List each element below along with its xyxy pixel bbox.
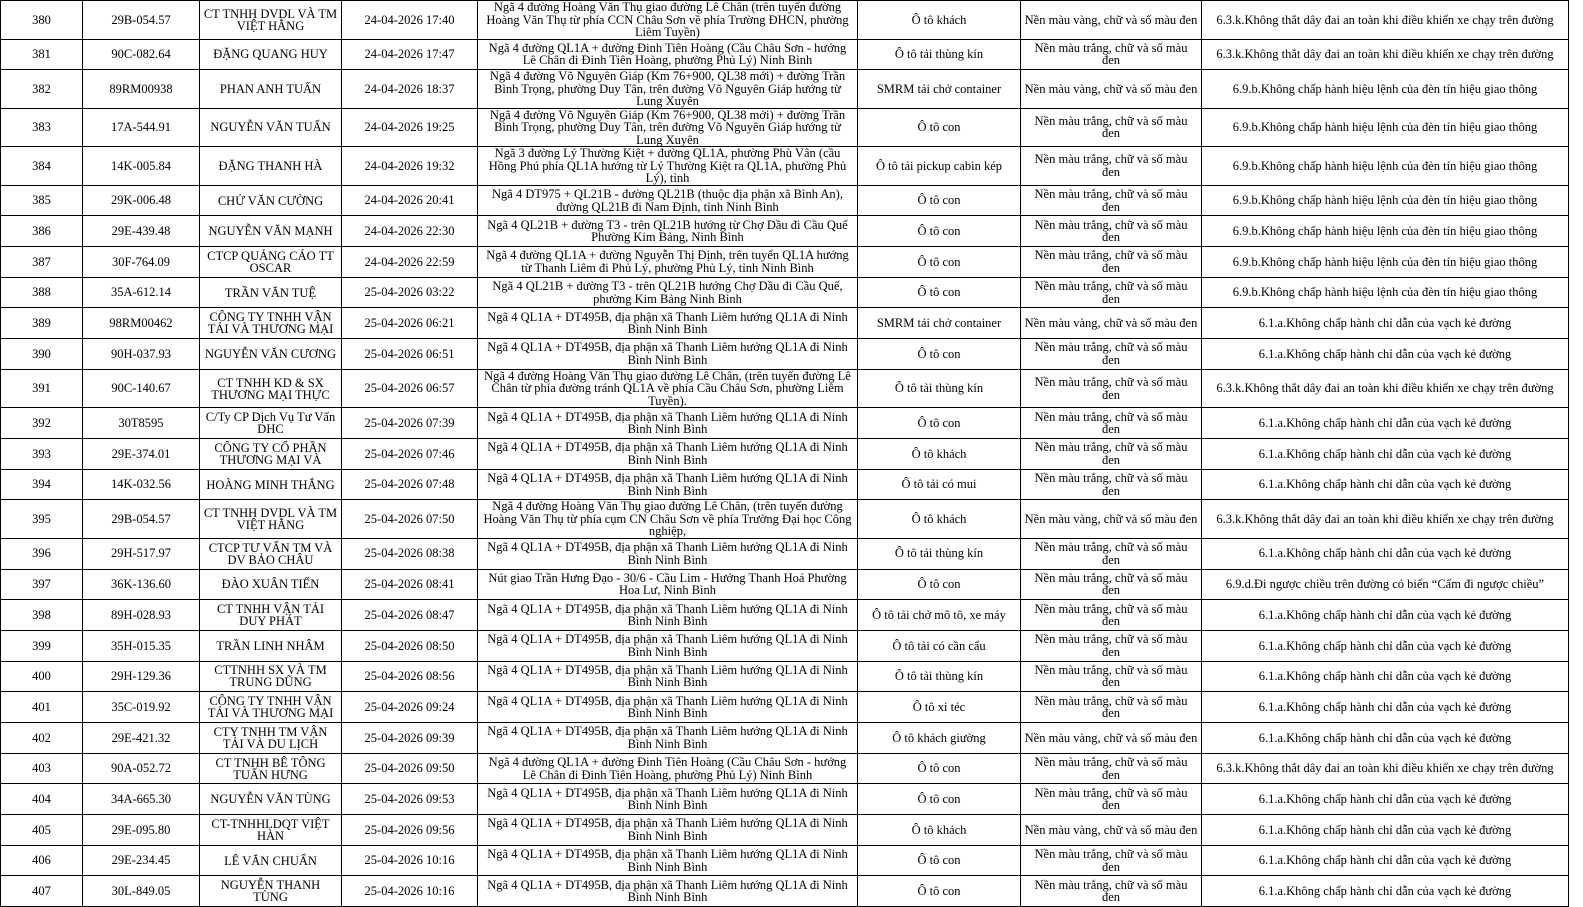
owner-name-cell: CÔNG TY CỔ PHẦN THƯƠNG MẠI VÀ: [200, 439, 342, 470]
vehicle-type-cell: Ô tô con: [858, 216, 1021, 247]
violation-description-cell: 6.1.a.Không chấp hành chỉ dẫn của vạch kẻ đường: [1202, 339, 1569, 370]
violation-time-cell: 25-04-2026 08:41: [342, 569, 478, 600]
vehicle-type-cell: Ô tô con: [858, 277, 1021, 308]
license-plate-cell: 29E-421.32: [83, 723, 200, 754]
row-number-cell: 389: [1, 308, 83, 339]
owner-name-cell: CT TNHH DVDL VÀ TM VIỆT HẰNG: [200, 1, 342, 40]
license-plate-cell: 35C-019.92: [83, 692, 200, 723]
violation-time-cell: 25-04-2026 06:21: [342, 308, 478, 339]
plate-color-cell: Nền màu trắng, chữ và số màu đen: [1021, 784, 1202, 815]
violation-time-cell: 25-04-2026 07:39: [342, 408, 478, 439]
plate-color-cell: Nền màu trắng, chữ và số màu đen: [1021, 469, 1202, 500]
violation-location-cell: Ngã 4 đường Võ Nguyên Giáp (Km 76+900, QL38 mới) + đường Trần Bình Trọng, phường Duy Tân, trên đường Võ Nguyên Giáp hướng từ Lung Xuyên: [478, 108, 858, 147]
plate-color-cell: Nền màu trắng, chữ và số màu đen: [1021, 600, 1202, 631]
plate-color-cell: Nền màu trắng, chữ và số màu đen: [1021, 661, 1202, 692]
license-plate-cell: 14K-032.56: [83, 469, 200, 500]
violation-description-cell: 6.1.a.Không chấp hành chỉ dẫn của vạch kẻ đường: [1202, 723, 1569, 754]
license-plate-cell: 29H-517.97: [83, 538, 200, 569]
violation-description-cell: 6.9.d.Đi ngược chiều trên đường có biển “Cấm đi ngược chiều”: [1202, 569, 1569, 600]
violation-location-cell: Ngã 4 đường Võ Nguyên Giáp (Km 76+900, QL38 mới) + đường Trần Bình Trọng, phường Duy Tân, trên đường Võ Nguyên Giáp hướng từ Lung Xuyên: [478, 70, 858, 109]
plate-color-cell: Nền màu trắng, chữ và số màu đen: [1021, 185, 1202, 216]
violation-description-cell: 6.1.a.Không chấp hành chỉ dẫn của vạch kẻ đường: [1202, 538, 1569, 569]
table-row: [1, 500, 1569, 539]
violation-time-cell: 24-04-2026 20:41: [342, 185, 478, 216]
row-number-cell: 392: [1, 408, 83, 439]
violation-location-cell: Ngã 4 QL1A + DT495B, địa phận xã Thanh Liêm hướng QL1A đi Ninh Bình Ninh Bình: [478, 538, 858, 569]
violation-time-cell: 25-04-2026 09:24: [342, 692, 478, 723]
plate-color-cell: Nền màu trắng, chữ và số màu đen: [1021, 277, 1202, 308]
violation-time-cell: 25-04-2026 03:22: [342, 277, 478, 308]
violation-description-cell: 6.1.a.Không chấp hành chỉ dẫn của vạch kẻ đường: [1202, 439, 1569, 470]
violation-time-cell: 24-04-2026 19:25: [342, 108, 478, 147]
vehicle-type-cell: Ô tô tải có cần cẩu: [858, 630, 1021, 661]
violation-time-cell: 25-04-2026 09:50: [342, 753, 478, 784]
row-number-cell: 386: [1, 216, 83, 247]
vehicle-type-cell: Ô tô khách: [858, 500, 1021, 539]
violation-description-cell: 6.1.a.Không chấp hành chỉ dẫn của vạch kẻ đường: [1202, 308, 1569, 339]
violation-time-cell: 25-04-2026 07:48: [342, 469, 478, 500]
table-row: [1, 308, 1569, 339]
row-number-cell: 390: [1, 339, 83, 370]
owner-name-cell: CHỬ VĂN CƯỜNG: [200, 185, 342, 216]
vehicle-type-cell: Ô tô con: [858, 569, 1021, 600]
row-number-cell: 387: [1, 247, 83, 278]
owner-name-cell: CTTNHH SX VÀ TM TRUNG DŨNG: [200, 661, 342, 692]
vehicle-type-cell: Ô tô con: [858, 876, 1021, 907]
violation-location-cell: Ngã 4 QL1A + DT495B, địa phận xã Thanh Liêm hướng QL1A đi Ninh Bình Ninh Bình: [478, 784, 858, 815]
violation-location-cell: Ngã 4 QL1A + DT495B, địa phận xã Thanh Liêm hướng QL1A đi Ninh Bình Ninh Bình: [478, 439, 858, 470]
violation-time-cell: 24-04-2026 19:32: [342, 147, 478, 186]
row-number-cell: 405: [1, 815, 83, 846]
vehicle-type-cell: Ô tô tải có mui: [858, 469, 1021, 500]
table-row: [1, 277, 1569, 308]
owner-name-cell: PHAN ANH TUẤN: [200, 70, 342, 109]
row-number-cell: 395: [1, 500, 83, 539]
owner-name-cell: ĐẶNG THANH HÀ: [200, 147, 342, 186]
violation-location-cell: Ngã 4 đường Hoàng Văn Thụ giao đường Lê Chân, (trên tuyến đường Lê Chân từ phía đường tránh QL1A về phía Cầu Châu Sơn, phường Liêm Tuyền).: [478, 369, 858, 408]
violation-description-cell: 6.9.b.Không chấp hành hiệu lệnh của đèn tín hiệu giao thông: [1202, 70, 1569, 109]
violation-location-cell: Ngã 4 QL1A + DT495B, địa phận xã Thanh Liêm hướng QL1A đi Ninh Bình Ninh Bình: [478, 408, 858, 439]
row-number-cell: 385: [1, 185, 83, 216]
violation-time-cell: 25-04-2026 08:56: [342, 661, 478, 692]
owner-name-cell: CT TNHH DVDL VÀ TM VIỆT HẰNG: [200, 500, 342, 539]
violation-location-cell: Ngã 4 QL1A + DT495B, địa phận xã Thanh Liêm hướng QL1A đi Ninh Bình Ninh Bình: [478, 600, 858, 631]
table-row: [1, 661, 1569, 692]
table-row: [1, 185, 1569, 216]
owner-name-cell: CTY TNHH TM VẬN TẢI VÀ DU LỊCH: [200, 723, 342, 754]
table-row: [1, 692, 1569, 723]
license-plate-cell: 29E-374.01: [83, 439, 200, 470]
row-number-cell: 396: [1, 538, 83, 569]
license-plate-cell: 35H-015.35: [83, 630, 200, 661]
violation-location-cell: Ngã 4 đường Hoàng Văn Thụ giao đường Lê Chân (trên tuyến đường Hoàng Văn Thụ từ phía CCN Châu Sơn về phía Trường ĐHCN, phường Liêm Tuyền): [478, 1, 858, 40]
row-number-cell: 403: [1, 753, 83, 784]
table-row: [1, 876, 1569, 907]
vehicle-type-cell: Ô tô con: [858, 408, 1021, 439]
table-row: [1, 630, 1569, 661]
violation-time-cell: 25-04-2026 08:47: [342, 600, 478, 631]
vehicle-type-cell: Ô tô tải thùng kín: [858, 369, 1021, 408]
license-plate-cell: 29E-095.80: [83, 815, 200, 846]
table-row: [1, 147, 1569, 186]
table-row: [1, 247, 1569, 278]
violation-time-cell: 25-04-2026 08:38: [342, 538, 478, 569]
license-plate-cell: 29H-129.36: [83, 661, 200, 692]
vehicle-type-cell: Ô tô con: [858, 845, 1021, 876]
plate-color-cell: Nền màu vàng, chữ và số màu đen: [1021, 1, 1202, 40]
row-number-cell: 404: [1, 784, 83, 815]
license-plate-cell: 90C-140.67: [83, 369, 200, 408]
vehicle-type-cell: Ô tô con: [858, 339, 1021, 370]
violation-description-cell: 6.1.a.Không chấp hành chỉ dẫn của vạch kẻ đường: [1202, 692, 1569, 723]
vehicle-type-cell: Ô tô con: [858, 753, 1021, 784]
violation-description-cell: 6.9.b.Không chấp hành hiệu lệnh của đèn tín hiệu giao thông: [1202, 247, 1569, 278]
table-row: [1, 439, 1569, 470]
license-plate-cell: 29K-006.48: [83, 185, 200, 216]
license-plate-cell: 17A-544.91: [83, 108, 200, 147]
plate-color-cell: Nền màu trắng, chữ và số màu đen: [1021, 39, 1202, 70]
violation-description-cell: 6.9.b.Không chấp hành hiệu lệnh của đèn tín hiệu giao thông: [1202, 147, 1569, 186]
table-row: [1, 569, 1569, 600]
violation-location-cell: Ngã 4 QL1A + DT495B, địa phận xã Thanh Liêm hướng QL1A đi Ninh Bình Ninh Bình: [478, 339, 858, 370]
plate-color-cell: Nền màu trắng, chữ và số màu đen: [1021, 845, 1202, 876]
violation-description-cell: 6.1.a.Không chấp hành chỉ dẫn của vạch kẻ đường: [1202, 815, 1569, 846]
violation-description-cell: 6.3.k.Không thắt dây đai an toàn khi điều khiển xe chạy trên đường: [1202, 500, 1569, 539]
row-number-cell: 398: [1, 600, 83, 631]
license-plate-cell: 29B-054.57: [83, 1, 200, 40]
owner-name-cell: NGUYỄN VĂN MẠNH: [200, 216, 342, 247]
license-plate-cell: 89RM00938: [83, 70, 200, 109]
license-plate-cell: 14K-005.84: [83, 147, 200, 186]
row-number-cell: 407: [1, 876, 83, 907]
plate-color-cell: Nền màu vàng, chữ và số màu đen: [1021, 500, 1202, 539]
plate-color-cell: Nền màu trắng, chữ và số màu đen: [1021, 108, 1202, 147]
table-row: [1, 784, 1569, 815]
vehicle-type-cell: Ô tô con: [858, 108, 1021, 147]
violation-location-cell: Ngã 4 QL1A + DT495B, địa phận xã Thanh Liêm hướng QL1A đi Ninh Bình Ninh Bình: [478, 723, 858, 754]
violation-description-cell: 6.9.b.Không chấp hành hiệu lệnh của đèn tín hiệu giao thông: [1202, 108, 1569, 147]
license-plate-cell: 89H-028.93: [83, 600, 200, 631]
violation-description-cell: 6.1.a.Không chấp hành chỉ dẫn của vạch kẻ đường: [1202, 408, 1569, 439]
violation-location-cell: Ngã 4 QL21B + đường T3 - trên QL21B hướng Chợ Dầu đi Cầu Quế, phường Kim Bảng Ninh Bình: [478, 277, 858, 308]
vehicle-type-cell: Ô tô khách giường: [858, 723, 1021, 754]
license-plate-cell: 90C-082.64: [83, 39, 200, 70]
violation-time-cell: 25-04-2026 09:39: [342, 723, 478, 754]
row-number-cell: 406: [1, 845, 83, 876]
vehicle-type-cell: SMRM tải chở container: [858, 308, 1021, 339]
row-number-cell: 380: [1, 1, 83, 40]
violation-time-cell: 25-04-2026 07:46: [342, 439, 478, 470]
license-plate-cell: 30T8595: [83, 408, 200, 439]
table-row: [1, 339, 1569, 370]
vehicle-type-cell: Ô tô con: [858, 185, 1021, 216]
owner-name-cell: CÔNG TY TNHH VẬN TẢI VÀ THƯƠNG MẠI: [200, 308, 342, 339]
vehicle-type-cell: Ô tô tải thùng kín: [858, 39, 1021, 70]
violation-location-cell: Ngã 4 QL1A + DT495B, địa phận xã Thanh Liêm hướng QL1A đi Ninh Bình Ninh Bình: [478, 308, 858, 339]
plate-color-cell: Nền màu trắng, chữ và số màu đen: [1021, 569, 1202, 600]
violation-time-cell: 24-04-2026 22:59: [342, 247, 478, 278]
license-plate-cell: 90A-052.72: [83, 753, 200, 784]
row-number-cell: 400: [1, 661, 83, 692]
owner-name-cell: TRẦN LINH NHÂM: [200, 630, 342, 661]
violation-location-cell: Ngã 4 QL1A + DT495B, địa phận xã Thanh Liêm hướng QL1A đi Ninh Bình Ninh Bình: [478, 692, 858, 723]
owner-name-cell: CÔNG TY TNHH VẬN TẢI VÀ THƯƠNG MẠI: [200, 692, 342, 723]
vehicle-type-cell: Ô tô xi téc: [858, 692, 1021, 723]
owner-name-cell: CTCP TƯ VẤN TM VÀ DV BẢO CHÂU: [200, 538, 342, 569]
table-row: [1, 469, 1569, 500]
owner-name-cell: C/Ty CP Dịch Vụ Tư Vấn DHC: [200, 408, 342, 439]
plate-color-cell: Nền màu vàng, chữ và số màu đen: [1021, 815, 1202, 846]
owner-name-cell: CTCP QUẢNG CÁO TT OSCAR: [200, 247, 342, 278]
table-row: [1, 108, 1569, 147]
violation-location-cell: Ngã 4 QL1A + DT495B, địa phận xã Thanh Liêm hướng QL1A đi Ninh Bình Ninh Bình: [478, 845, 858, 876]
violation-description-cell: 6.1.a.Không chấp hành chỉ dẫn của vạch kẻ đường: [1202, 784, 1569, 815]
violation-time-cell: 25-04-2026 06:57: [342, 369, 478, 408]
row-number-cell: 402: [1, 723, 83, 754]
violation-description-cell: 6.3.k.Không thắt dây đai an toàn khi điều khiển xe chạy trên đường: [1202, 753, 1569, 784]
row-number-cell: 399: [1, 630, 83, 661]
license-plate-cell: 30L-849.05: [83, 876, 200, 907]
license-plate-cell: 29E-439.48: [83, 216, 200, 247]
table-row: [1, 753, 1569, 784]
license-plate-cell: 90H-037.93: [83, 339, 200, 370]
vehicle-type-cell: Ô tô tải pickup cabin kép: [858, 147, 1021, 186]
row-number-cell: 381: [1, 39, 83, 70]
row-number-cell: 393: [1, 439, 83, 470]
violation-location-cell: Ngã 3 đường Lý Thường Kiệt + đường QL1A, phường Phù Vân (cầu Hồng Phú phía QL1A hướng từ Lý Thường Kiệt ra QL1A, phường Phủ Lý), tỉnh: [478, 147, 858, 186]
plate-color-cell: Nền màu trắng, chữ và số màu đen: [1021, 247, 1202, 278]
plate-color-cell: Nền màu vàng, chữ và số màu đen: [1021, 723, 1202, 754]
violation-description-cell: 6.9.b.Không chấp hành hiệu lệnh của đèn tín hiệu giao thông: [1202, 216, 1569, 247]
violation-time-cell: 25-04-2026 10:16: [342, 876, 478, 907]
owner-name-cell: CT TNHH BÊ TÔNG TUẤN HƯNG: [200, 753, 342, 784]
violation-location-cell: Ngã 4 QL21B + đường T3 - trên QL21B hướng từ Chợ Dầu đi Cầu Quế Phường Kim Bảng, Ninh Bình: [478, 216, 858, 247]
owner-name-cell: ĐẶNG QUANG HUY: [200, 39, 342, 70]
violation-description-cell: 6.1.a.Không chấp hành chỉ dẫn của vạch kẻ đường: [1202, 600, 1569, 631]
table-row: [1, 369, 1569, 408]
table-row: [1, 845, 1569, 876]
owner-name-cell: NGUYỄN VĂN CƯƠNG: [200, 339, 342, 370]
plate-color-cell: Nền màu trắng, chữ và số màu đen: [1021, 692, 1202, 723]
row-number-cell: 388: [1, 277, 83, 308]
violation-time-cell: 25-04-2026 09:56: [342, 815, 478, 846]
vehicle-type-cell: Ô tô khách: [858, 1, 1021, 40]
license-plate-cell: 36K-136.60: [83, 569, 200, 600]
plate-color-cell: Nền màu trắng, chữ và số màu đen: [1021, 630, 1202, 661]
violation-time-cell: 24-04-2026 17:47: [342, 39, 478, 70]
plate-color-cell: Nền màu trắng, chữ và số màu đen: [1021, 147, 1202, 186]
violation-location-cell: Ngã 4 QL1A + DT495B, địa phận xã Thanh Liêm hướng QL1A đi Ninh Bình Ninh Bình: [478, 469, 858, 500]
owner-name-cell: CT TNHH KD & SX THƯƠNG MẠI THỰC: [200, 369, 342, 408]
violation-time-cell: 25-04-2026 08:50: [342, 630, 478, 661]
row-number-cell: 401: [1, 692, 83, 723]
vehicle-type-cell: Ô tô tải chở mô tô, xe máy: [858, 600, 1021, 631]
plate-color-cell: Nền màu trắng, chữ và số màu đen: [1021, 439, 1202, 470]
row-number-cell: 394: [1, 469, 83, 500]
plate-color-cell: Nền màu trắng, chữ và số màu đen: [1021, 408, 1202, 439]
license-plate-cell: 29B-054.57: [83, 500, 200, 539]
violation-description-cell: 6.1.a.Không chấp hành chỉ dẫn của vạch kẻ đường: [1202, 661, 1569, 692]
violation-description-cell: 6.3.k.Không thắt dây đai an toàn khi điều khiển xe chạy trên đường: [1202, 1, 1569, 40]
owner-name-cell: CT TNHH VẬN TẢI DUY PHÁT: [200, 600, 342, 631]
row-number-cell: 391: [1, 369, 83, 408]
violation-time-cell: 25-04-2026 07:50: [342, 500, 478, 539]
license-plate-cell: 98RM00462: [83, 308, 200, 339]
vehicle-type-cell: Ô tô khách: [858, 815, 1021, 846]
owner-name-cell: HOÀNG MINH THẮNG: [200, 469, 342, 500]
violation-time-cell: 25-04-2026 09:53: [342, 784, 478, 815]
table-row: [1, 723, 1569, 754]
violation-location-cell: Ngã 4 đường QL1A + đường Đinh Tiên Hoàng (Cầu Châu Sơn - hướng Lê Chân đi Đinh Tiên Hoàng, phường Phủ Lý) Ninh Bình: [478, 753, 858, 784]
plate-color-cell: Nền màu trắng, chữ và số màu đen: [1021, 876, 1202, 907]
plate-color-cell: Nền màu trắng, chữ và số màu đen: [1021, 339, 1202, 370]
license-plate-cell: 30F-764.09: [83, 247, 200, 278]
violation-location-cell: Ngã 4 đường QL1A + đường Đinh Tiên Hoàng (Cầu Châu Sơn - hướng Lê Chân đi Đinh Tiên Hoàng, phường Phủ Lý) Ninh Bình: [478, 39, 858, 70]
vehicle-type-cell: Ô tô tải thùng kín: [858, 661, 1021, 692]
license-plate-cell: 34A-665.30: [83, 784, 200, 815]
row-number-cell: 384: [1, 147, 83, 186]
owner-name-cell: TRẦN VĂN TUỆ: [200, 277, 342, 308]
violation-location-cell: Ngã 4 đường Hoàng Văn Thụ giao đường Lê Chân, (trên tuyến đường Hoàng Văn Thụ từ phía cụm CN Châu Sơn về phía Trường Đại học Công nghiệp,: [478, 500, 858, 539]
violation-time-cell: 24-04-2026 17:40: [342, 1, 478, 40]
violation-description-cell: 6.1.a.Không chấp hành chỉ dẫn của vạch kẻ đường: [1202, 845, 1569, 876]
violation-location-cell: Nút giao Trần Hưng Đạo - 30/6 - Cầu Lim - Hướng Thanh Hoá Phường Hoa Lư, Ninh Bình: [478, 569, 858, 600]
vehicle-type-cell: Ô tô con: [858, 784, 1021, 815]
plate-color-cell: Nền màu trắng, chữ và số màu đen: [1021, 216, 1202, 247]
row-number-cell: 382: [1, 70, 83, 109]
violations-table-body: [1, 1, 1569, 907]
violation-location-cell: Ngã 4 đường QL1A + đường Nguyễn Thị Định, trên tuyến QL1A hướng từ Thanh Liêm đi Phủ Lý, phường Phủ Lý, tỉnh Ninh Bình: [478, 247, 858, 278]
table-row: [1, 1, 1569, 40]
table-row: [1, 39, 1569, 70]
vehicle-type-cell: Ô tô khách: [858, 439, 1021, 470]
violation-description-cell: 6.3.k.Không thắt dây đai an toàn khi điều khiển xe chạy trên đường: [1202, 39, 1569, 70]
owner-name-cell: LÊ VĂN CHUẨN: [200, 845, 342, 876]
violation-description-cell: 6.9.b.Không chấp hành hiệu lệnh của đèn tín hiệu giao thông: [1202, 185, 1569, 216]
violation-description-cell: 6.1.a.Không chấp hành chỉ dẫn của vạch kẻ đường: [1202, 876, 1569, 907]
vehicle-type-cell: Ô tô con: [858, 247, 1021, 278]
owner-name-cell: ĐÀO XUÂN TIẾN: [200, 569, 342, 600]
violation-description-cell: 6.9.b.Không chấp hành hiệu lệnh của đèn tín hiệu giao thông: [1202, 277, 1569, 308]
violation-location-cell: Ngã 4 QL1A + DT495B, địa phận xã Thanh Liêm hướng QL1A đi Ninh Bình Ninh Bình: [478, 876, 858, 907]
owner-name-cell: NGUYỄN VĂN TÙNG: [200, 784, 342, 815]
owner-name-cell: CT-TNHHLDQT VIỆT HÀN: [200, 815, 342, 846]
violation-location-cell: Ngã 4 QL1A + DT495B, địa phận xã Thanh Liêm hướng QL1A đi Ninh Bình Ninh Bình: [478, 815, 858, 846]
plate-color-cell: Nền màu trắng, chữ và số màu đen: [1021, 369, 1202, 408]
vehicle-type-cell: SMRM tải chở container: [858, 70, 1021, 109]
owner-name-cell: NGUYỄN THANH TÙNG: [200, 876, 342, 907]
plate-color-cell: Nền màu vàng, chữ và số màu đen: [1021, 308, 1202, 339]
license-plate-cell: 35A-612.14: [83, 277, 200, 308]
violation-time-cell: 24-04-2026 22:30: [342, 216, 478, 247]
violation-location-cell: Ngã 4 QL1A + DT495B, địa phận xã Thanh Liêm hướng QL1A đi Ninh Bình Ninh Bình: [478, 661, 858, 692]
violation-time-cell: 25-04-2026 10:16: [342, 845, 478, 876]
violation-description-cell: 6.1.a.Không chấp hành chỉ dẫn của vạch kẻ đường: [1202, 469, 1569, 500]
violation-description-cell: 6.1.a.Không chấp hành chỉ dẫn của vạch kẻ đường: [1202, 630, 1569, 661]
violation-time-cell: 24-04-2026 18:37: [342, 70, 478, 109]
violation-location-cell: Ngã 4 QL1A + DT495B, địa phận xã Thanh Liêm hướng QL1A đi Ninh Bình Ninh Bình: [478, 630, 858, 661]
vehicle-type-cell: Ô tô tải thùng kín: [858, 538, 1021, 569]
owner-name-cell: NGUYỄN VĂN TUẤN: [200, 108, 342, 147]
table-row: [1, 70, 1569, 109]
row-number-cell: 383: [1, 108, 83, 147]
violation-description-cell: 6.3.k.Không thắt dây đai an toàn khi điều khiển xe chạy trên đường: [1202, 369, 1569, 408]
violation-location-cell: Ngã 4 DT975 + QL21B - đường QL21B (thuộc địa phận xã Bình An), đường QL21B đi Nam Định, tỉnh Ninh Bình: [478, 185, 858, 216]
table-row: [1, 538, 1569, 569]
table-row: [1, 600, 1569, 631]
plate-color-cell: Nền màu vàng, chữ và số màu đen: [1021, 70, 1202, 109]
row-number-cell: 397: [1, 569, 83, 600]
table-row: [1, 216, 1569, 247]
plate-color-cell: Nền màu trắng, chữ và số màu đen: [1021, 538, 1202, 569]
table-row: [1, 815, 1569, 846]
violation-time-cell: 25-04-2026 06:51: [342, 339, 478, 370]
table-row: [1, 408, 1569, 439]
plate-color-cell: Nền màu trắng, chữ và số màu đen: [1021, 753, 1202, 784]
license-plate-cell: 29E-234.45: [83, 845, 200, 876]
